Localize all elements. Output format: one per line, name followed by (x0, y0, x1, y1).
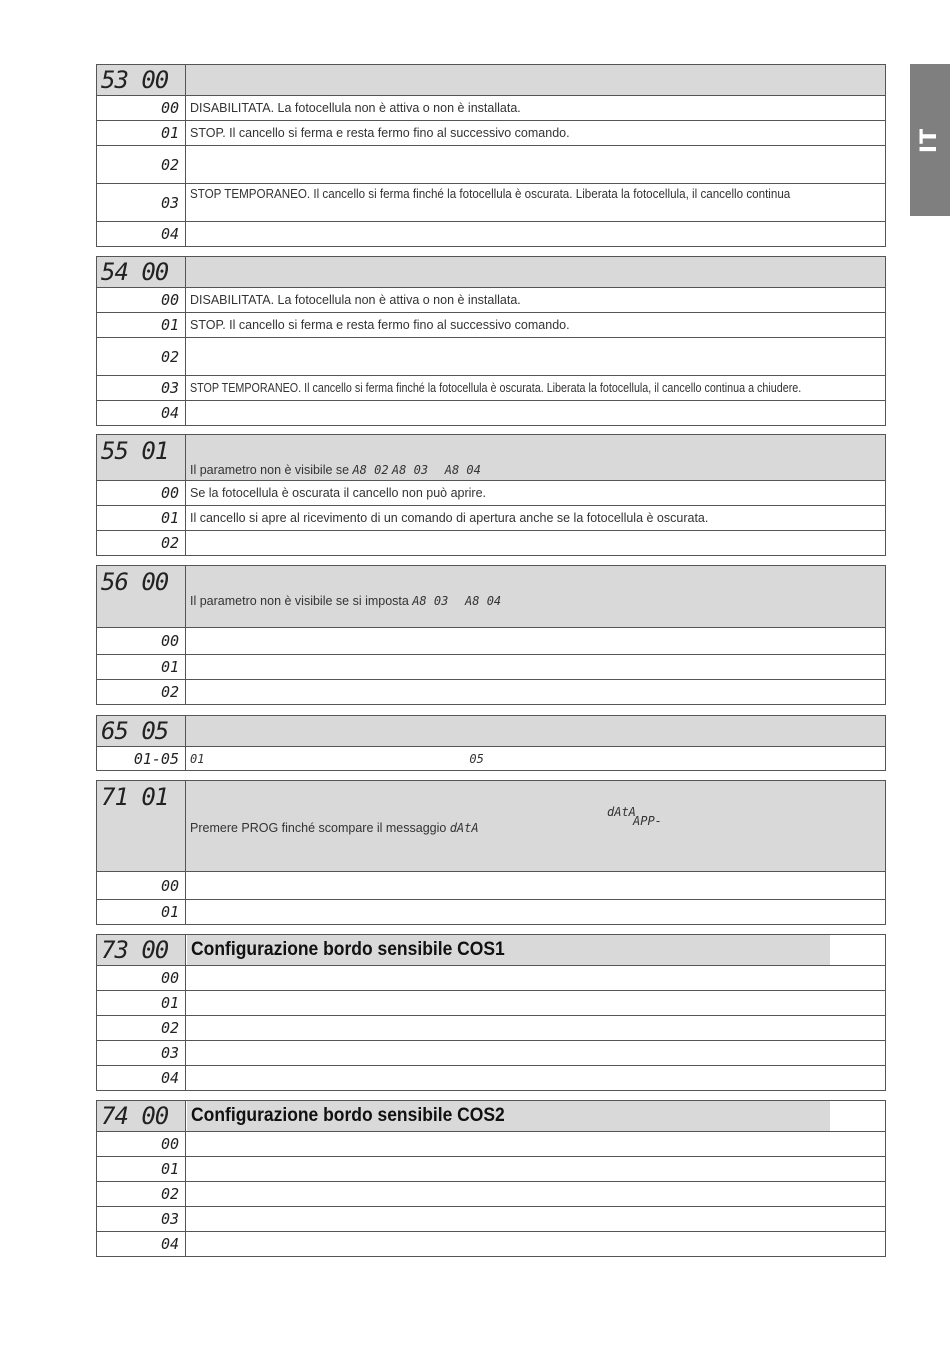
table-row (97, 680, 886, 705)
table-row (97, 991, 886, 1016)
table-row (97, 506, 886, 531)
value-code: 00 (97, 1132, 186, 1157)
value-description (186, 747, 886, 771)
value-description (186, 222, 886, 247)
value-description (186, 531, 886, 556)
value-code: 01 (97, 506, 186, 531)
table-row (97, 966, 886, 991)
table-row (97, 1066, 886, 1091)
param-table-53 (96, 64, 886, 247)
table-row (97, 313, 886, 338)
param-title: Configurazione bordo sensibile COS1 (186, 935, 830, 966)
param-code: 73 00 (97, 935, 186, 966)
table-row (97, 1182, 886, 1207)
value-code: 04 (97, 401, 186, 426)
table-row (97, 655, 886, 680)
param-table-56 (96, 565, 886, 705)
value-code: 01 (97, 121, 186, 146)
value-description (186, 991, 886, 1016)
value-description (186, 900, 886, 925)
param-code: 54 00 (97, 257, 186, 288)
value-description (186, 628, 886, 655)
value-code: 00 (97, 872, 186, 900)
language-tab-label: IT (917, 127, 943, 153)
value-description: DISABILITATA. La fotocellula non è attiva o non è installata. (186, 96, 886, 121)
value-description: STOP TEMPORANEO. Il cancello si ferma finché la fotocellula è oscurata. Liberata la fotocellula, il cancello continua a chiudere. (186, 376, 886, 401)
value-description (186, 872, 886, 900)
param-header (97, 65, 886, 96)
table-row (97, 1132, 886, 1157)
app-code: APP- (633, 814, 662, 828)
table-row (97, 184, 886, 222)
param-header (97, 716, 886, 747)
range-start-code: 01 (190, 751, 205, 766)
param-code: 55 01 (97, 435, 186, 481)
table-row (97, 900, 886, 925)
value-code: 02 (97, 146, 186, 184)
param-table-65 (96, 715, 886, 771)
param-header (97, 566, 886, 628)
condition-code: A8 03 (412, 593, 449, 608)
value-description (186, 1182, 886, 1207)
value-code: 01 (97, 1157, 186, 1182)
param-table-73 (96, 934, 886, 1091)
param-code: 71 01 (97, 781, 186, 872)
value-description (186, 338, 886, 376)
value-description (186, 1041, 886, 1066)
param-code: 56 00 (97, 566, 186, 628)
table-row (97, 747, 886, 771)
value-description (186, 1066, 886, 1091)
value-description: STOP. Il cancello si ferma e resta fermo fino al successivo comando. (186, 121, 886, 146)
value-description (186, 1207, 886, 1232)
param-title (186, 716, 886, 747)
param-table-55 (96, 434, 886, 556)
value-description: DISABILITATA. La fotocellula non è attiva o non è installata. (186, 288, 886, 313)
condition-code: A8 04 (444, 463, 481, 477)
value-code: 00 (97, 966, 186, 991)
table-row (97, 1157, 886, 1182)
value-code: 04 (97, 222, 186, 247)
table-row (97, 1207, 886, 1232)
param-header (97, 781, 886, 872)
param-header (97, 435, 886, 481)
value-code: 00 (97, 288, 186, 313)
table-row (97, 481, 886, 506)
value-code: 03 (97, 1207, 186, 1232)
table-row (97, 288, 886, 313)
table-row (97, 531, 886, 556)
value-code: 00 (97, 628, 186, 655)
value-code: 02 (97, 680, 186, 705)
value-description (186, 1016, 886, 1041)
table-row (97, 222, 886, 247)
param-header (97, 1101, 886, 1132)
param-table-74 (96, 1100, 886, 1257)
param-description (186, 781, 886, 872)
table-row (97, 1041, 886, 1066)
table-row (97, 1232, 886, 1257)
condition-text: Il parametro non è visibile se si imposta (190, 593, 409, 608)
range-end-code: 05 (469, 751, 484, 766)
value-code: 02 (97, 531, 186, 556)
value-code: 03 (97, 184, 186, 222)
table-row (97, 146, 886, 184)
param-condition (186, 566, 886, 628)
condition-code: A8 03 (391, 463, 429, 477)
description-line-2 (190, 814, 881, 839)
language-tab (910, 64, 950, 216)
value-code: 00 (97, 96, 186, 121)
table-row (97, 628, 886, 655)
param-table-71 (96, 780, 886, 925)
condition-code: A8 04 (465, 593, 502, 608)
value-description (186, 655, 886, 680)
param-code: 53 00 (97, 65, 186, 96)
value-description (186, 966, 886, 991)
value-code: 02 (97, 1182, 186, 1207)
table-row (97, 121, 886, 146)
value-code: 03 (97, 376, 186, 401)
value-description (186, 1232, 886, 1257)
table-row (97, 1016, 886, 1041)
table-row (97, 872, 886, 900)
value-code: 04 (97, 1232, 186, 1257)
table-row (97, 338, 886, 376)
param-code: 74 00 (97, 1101, 186, 1132)
value-code: 02 (97, 338, 186, 376)
description-text: Premere PROG finché scompare il messaggio (190, 821, 447, 835)
value-code: 03 (97, 1041, 186, 1066)
param-title (186, 65, 886, 96)
param-condition (186, 435, 886, 481)
value-code: 01 (97, 900, 186, 925)
value-description (186, 1132, 886, 1157)
value-code: 01 (97, 655, 186, 680)
condition-code: A8 02 (352, 463, 389, 477)
value-description: Se la fotocellula è oscurata il cancello non può aprire. (186, 481, 886, 506)
value-description (186, 146, 886, 184)
table-row (97, 376, 886, 401)
param-header (97, 935, 886, 966)
value-code: 01 (97, 313, 186, 338)
value-description (186, 680, 886, 705)
data-code: dAtA (607, 805, 636, 819)
param-code: 65 05 (97, 716, 186, 747)
value-description: STOP TEMPORANEO. Il cancello si ferma finché la fotocellula è oscurata. Liberata la fotocellula, il cancello continua (186, 184, 886, 222)
param-table-54 (96, 256, 886, 426)
table-row (97, 401, 886, 426)
value-code: 02 (97, 1016, 186, 1041)
value-code: 00 (97, 481, 186, 506)
value-code: 01 (97, 991, 186, 1016)
condition-text: Il parametro non è visibile se (190, 463, 350, 477)
param-header (97, 257, 886, 288)
data-code: dAtA (449, 821, 479, 835)
param-title: Configurazione bordo sensibile COS2 (186, 1101, 830, 1132)
value-code: 04 (97, 1066, 186, 1091)
table-row (97, 96, 886, 121)
description-line-1 (190, 805, 881, 821)
value-description: Il cancello si apre al ricevimento di un comando di apertura anche se la fotocellula è oscurata. (186, 506, 886, 531)
param-title (186, 257, 886, 288)
value-description: STOP. Il cancello si ferma e resta fermo fino al successivo comando. (186, 313, 886, 338)
value-code: 01-05 (97, 747, 186, 771)
value-description (186, 1157, 886, 1182)
value-description (186, 401, 886, 426)
